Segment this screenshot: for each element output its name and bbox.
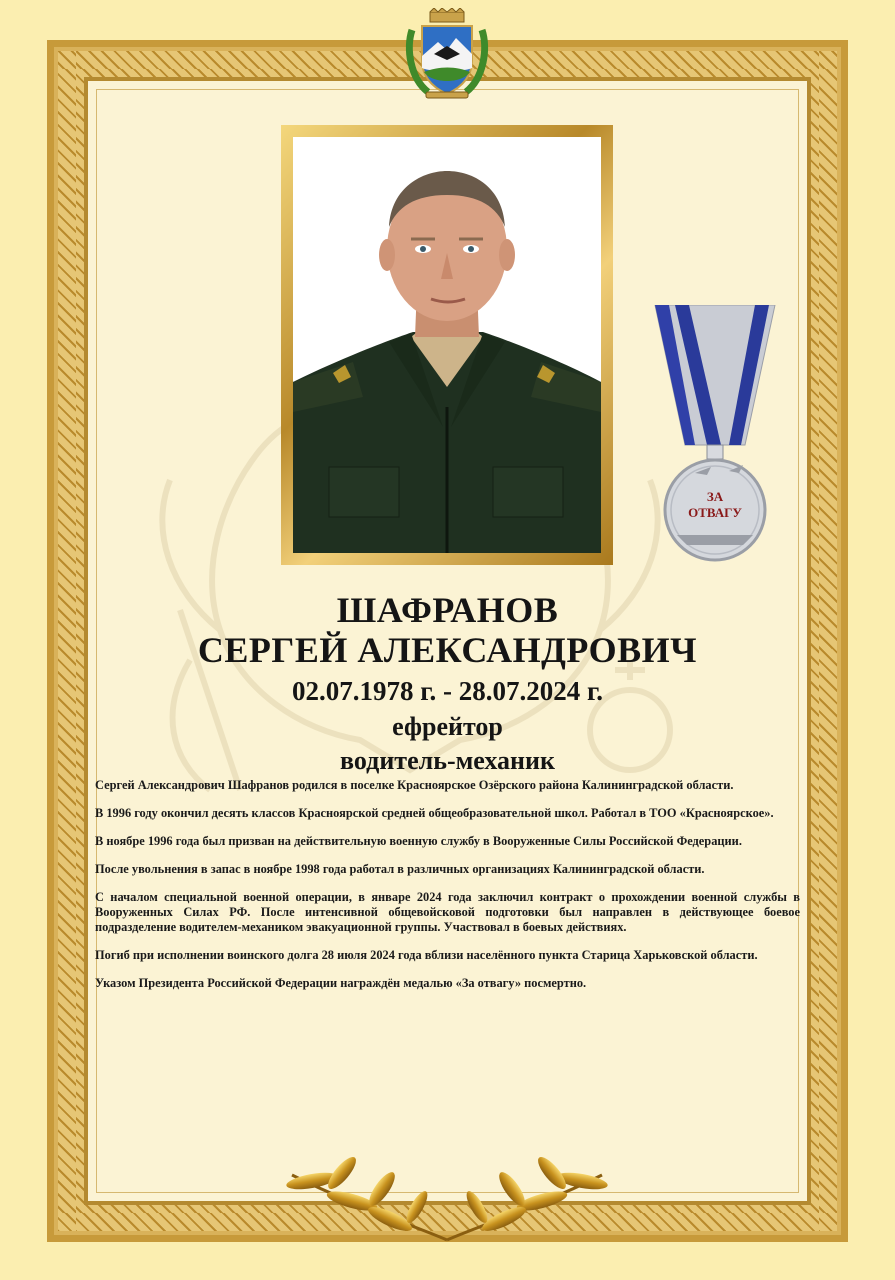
bio-paragraph: Сергей Александрович Шафранов родился в поселке Красноярское Озёрского района Калининградской области.: [95, 778, 734, 792]
medal-inscription-1: ЗА: [706, 489, 724, 504]
medal-za-otvagu-icon: [645, 305, 785, 570]
bio-paragraph: Погиб при исполнении воинского долга 28 июля 2024 года вблизи населённого пункта Старица Харьковской области.: [95, 948, 758, 962]
military-rank: ефрейтор: [392, 712, 503, 741]
life-dates: 02.07.1978 г. - 28.07.2024 г.: [292, 676, 603, 706]
bio-paragraph: С началом специальной военной операции, в январе 2024 года заключил контракт о прохождении военной службы в Вооруженных Силах РФ. После интенсивной общевойсковой подготовки был направлен в действующее боевое подразделение водителем-механиком эвакуационной группы. Участвовал в боевых действиях.: [95, 890, 800, 934]
laurel-branch-icon: [282, 1145, 612, 1245]
biography-text: [95, 778, 800, 1004]
portrait-photo: [293, 137, 601, 553]
first-and-patronymic: СЕРГЕЙ АЛЕКСАНДРОВИЧ: [197, 630, 698, 670]
medal-inscription-2: ОТВАГУ: [688, 505, 742, 520]
surname: ШАФРАНОВ: [336, 590, 559, 630]
coat-of-arms-icon: [404, 8, 490, 100]
name-block: [60, 590, 835, 776]
bio-paragraph: В ноябре 1996 года был призван на действительную военную службу в Вооруженные Силы Российской Федерации.: [95, 834, 742, 848]
bio-paragraph: В 1996 году окончил десять классов Красноярской средней общеобразовательной школ. Работал в ТОО «Красноярское».: [95, 806, 774, 820]
portrait-frame: [281, 125, 613, 565]
bio-paragraph: Указом Президента Российской Федерации награждён медалью «За отвагу» посмертно.: [95, 976, 587, 990]
bio-paragraph: После увольнения в запас в ноябре 1998 года работал в различных организациях Калининградской области.: [95, 862, 705, 876]
military-position: водитель-механик: [340, 746, 555, 775]
soldier-portrait-icon: [293, 137, 601, 553]
